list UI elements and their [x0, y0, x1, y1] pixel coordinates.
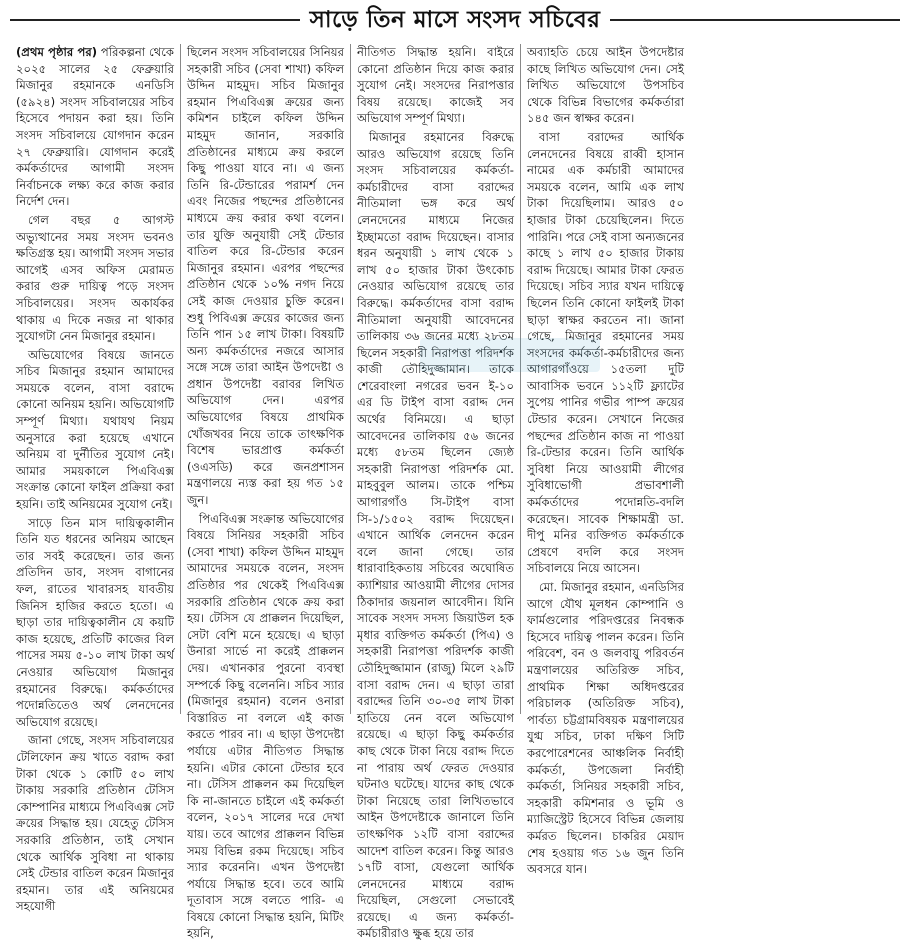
headline-bar [0, 0, 912, 40]
paragraph [16, 212, 174, 345]
article-column-4 [520, 44, 690, 877]
paragraph-text: নীতিগত সিদ্ধান্ত হয়নি। বাইরে কোনো প্রতিষ্ঠান দিয়ে কাজ করার সুযোগ নেই। সংসদের নিরাপত্তার বিষয় রয়েছে। কাজেই সব অভিযোগ সম্পূর্ণ মিথ্যা। [357, 45, 514, 126]
paragraph-text: অভিযোগের বিষয়ে জানতে সচিব মিজানুর রহমান আমাদের সময়কে বলেন, বাসা বরাদ্দে কোনো অনিয়ম হয়নি। অভিযোগটি সম্পূর্ণ মিথ্যা। যথাযথ নিয়ম অনুসারে করা হয়েছে এখানে অনিয়ম বা দুর্নীতির সুযোগ নেই। আমার সময়কালে পিএবিএক্স সংক্রান্ত কোনো ফাইল প্রক্রিয়া করা হয়নি। তাই অনিয়মের সুযোগ নেই। [16, 347, 174, 512]
paragraph-text: পরিকল্পনা থেকে ২০২৫ সালের ২৫ ফেব্রুয়ারি মিজানুর রহমানকে এনডিসি (৫৯২৪) সংসদ সচিবালয়ের সচিব হিসেবে পদায়ন করা হয়। তিনি সংসদ সচিবালয়ে যোগদান করেন ২৭ ফেব্রুয়ারি। যোগদান করেই কর্মকর্তাদের আগামী সংসদ নির্বাচনকে লক্ষ্য করে কাজ করার নির্দেশ দেন। [16, 45, 174, 209]
article-column-3 [350, 44, 520, 941]
headline-rule-right [610, 19, 900, 21]
paragraph-text: গেল বছর ৫ আগস্ট অভ্যুত্থানের সময় সংসদ ভবনও ক্ষতিগ্রস্ত হয়। আগামী সংসদ সভার আগেই এসব অফিস মেরামত করার গুরু দায়িত্ব পড়ে সংসদ সচিবালয়ের। সংসদ অকার্যকর থাকায় এ দিকে নজর না থাকার সুযোগটা নেন মিজানুর রহমান। [16, 212, 174, 344]
paragraph [527, 579, 684, 878]
paragraph-text: অব্যাহতি চেয়ে আইন উপদেষ্টার কাছে লিখিত অভিযোগ দেন। সেই লিখিত অভিযোগে উপসচিব থেকে বিভিন্ন বিভাগের কর্মকর্তারা ১৪৫ জন স্বাক্ষর করেন। [527, 45, 684, 126]
continuation-marker: (প্রথম পৃষ্ঠার পর) [16, 45, 98, 59]
paragraph [357, 44, 514, 127]
paragraph-text: মিজানুর রহমানের বিরুদ্ধে আরও অভিযোগ রয়েছে তিনি সংসদ সচিবালয়ের কর্মকর্তা-কর্মচারীদের বাসা বরাদ্দের নীতিমালা ভঙ্গ করে অর্থ লেনদেনের মাধ্যমে নিজের ইচ্ছামতো বরাদ্দ দিয়েছেন। বাসার ধরন অনুযায়ী ১ লাখ থেকে ১ লাখ ৫০ হাজার টাকা উৎকোচ নেওয়ার অভিযোগ রয়েছে তার বিরুদ্ধে। কর্মকর্তাদের বাসা বরাদ্দ নীতিমালা অনুযায়ী আবেদনের তালিকায় ৩৬ জনের মধ্যে ২৮তম ছিলেন সহকারী নিরাপত্তা পরিদর্শক কাজী তৌহিদুজ্জামান। তাকে শেরেবাংলা নগরের ভবন ই-১০ এর ডি টাইপ বাসা বরাদ্দ দেন অর্থের বিনিময়ে। এ ছাড়া আবেদনের তালিকায় ৫৬ জনের মধ্যে ৫৮তম ছিলেন জ্যেষ্ঠ সহকারী নিরাপত্তা পরিদর্শক মো. মাহবুবুল আলম। তাকে পশ্চিম আগারগাঁও সি-টাইপ বাসা সি-১/১৫০২ বরাদ্দ দিয়েছেন। এখানে আর্থিক লেনদেন করেন বলে জানা গেছে। তার ধারাবাহিকতায় সচিবের অঘোষিত ক্যাশিয়ার আওয়ামী লীগের দোসর ঠিকাদার জয়নাল আবেদীন। যিনি সাবেক সংসদ সদস্য জিয়াউল হক মৃধার ব্যক্তিগত কর্মকর্তা (পিএ) ও সহকারী নিরাপত্তা পরিদর্শক কাজী তৌহিদুজ্জামান (রাজু) মিলে ২৯টি বাসা বরাদ্দ দেন। এ ছাড়া তারা বরাদ্দের তিনি ৩০-৩৫ লাখ টাকা হাতিয়ে নেন বলে অভিযোগ রয়েছে। এ ছাড়া কিছু কর্মকর্তার কাছ থেকে টাকা নিয়ে বরাদ্দ দিতে না পারায় অর্থ ফেরত দেওয়ার ঘটনাও ঘটেছে। যাদের কাছ থেকে টাকা নিয়েছে তারা লিখিতভাবে আইন উপদেষ্টাকে জানালে তিনি তাৎক্ষণিক ১২টি বাসা বরাদ্দের আদেশ বাতিল করেন। কিন্তু আরও ১৭টি বাসা, যেগুলো আর্থিক লেনদেনের মাধ্যমে বরাদ্দ দিয়েছিল, সেগুলো সেভাবেই রয়েছে। এ জন্য কর্মকর্তা-কর্মচারীরাও ক্ষুব্ধ হয়ে তার [357, 129, 514, 941]
paragraph-text: সাড়ে তিন মাস দায়িত্বকালীন তিনি যত ধরনের অনিয়ম আছেন তার সবই করেছেন। তার জন্য প্রতিদিন ডাব, সংসদ বাগানের ফল, রাতের খাবারসহ যাবতীয় জিনিস হাজির করতে হতো। এ ছাড়া তার দায়িত্বকালীন যে কয়টি কাজ হয়েছে, প্রতিটি কাজের বিল পাসের সময় ৫-১০ লাখ টাকা অর্থ নেওয়ার অভিযোগ মিজানুর রহমানের বিরুদ্ধে। কর্মকর্তাদের পদোন্নতিতেও অর্থ লেনদেনের অভিযোগ রয়েছে। [16, 515, 174, 729]
paragraph [16, 732, 174, 915]
paragraph-text: ছিলেন সংসদ সচিবালয়ের সিনিয়র সহকারী সচিব (সেবা শাখা) কফিল উদ্দিন মাহমুদ। সচিব মিজানুর রহমান পিএবিএক্স ক্রয়ের জন্য কমিশন চাইলে কফিল উদ্দিন মাহমুদ জানান, সরকারি প্রতিষ্ঠানের মাধ্যমে ক্রয় করলে কিছু পাওয়া যাবে না। এ জন্য তিনি রি-টেন্ডারের পরামর্শ দেন এবং নিজের পছন্দের প্রতিষ্ঠানের মাধ্যমে ক্রয় করার কথা বলেন। তার যুক্তি অনুযায়ী সেই টেন্ডার বাতিল করে রি-টেন্ডার করেন মিজানুর রহমান। এরপর পছন্দের প্রতিষ্ঠান থেকে ১০% নগদ নিয়ে সেই কাজ দেওয়ার চুক্তি করেন। শুধু পিবিএক্স ক্রয়ের কাজের জন্য তিনি পান ১৫ লাখ টাকা। বিষয়টি অন্য কর্মকর্তাদের নজরে আসার সঙ্গে সঙ্গে তারা আইন উপদেষ্টা ও প্রধান উপদেষ্টা বরাবর লিখিত অভিযোগ দেন। এরপর অভিযোগের বিষয়ে প্রাথমিক খোঁজখবর নিয়ে তাকে তাৎক্ষণিক বিশেষ ভারপ্রাপ্ত কর্মকর্তা (ওএসডি) করে জনপ্রশাসন মন্ত্রণালয়ে ন্যস্ত করা হয় গত ১৫ জুন। [187, 45, 344, 508]
paragraph [16, 44, 174, 210]
headline-rule-left [10, 19, 300, 21]
headline: সাড়ে তিন মাসে সংসদ সচিবের [309, 6, 601, 33]
paragraph-text: মো. মিজানুর রহমান, এনডিসির আগে যৌথ মূলধন কোম্পানি ও ফার্মগুলোর পরিদপ্তরের নিবন্ধক হিসেবে দায়িত্ব পালন করেন। তিনি পরিবেশ, বন ও জলবায়ু পরিবর্তন মন্ত্রণালয়ের অতিরিক্ত সচিব, প্রাথমিক শিক্ষা অধিদপ্তরের পরিচালক (অতিরিক্ত সচিব), পার্বত্য চট্টগ্রামবিষয়ক মন্ত্রণালয়ের যুগ্ম সচিব, ঢাকা দক্ষিণ সিটি করপোরেশনের আঞ্চলিক নির্বাহী কর্মকর্তা, উপজেলা নির্বাহী কর্মকর্তা, সিনিয়র সহকারী সচিব, সহকারী কমিশনার ও ভূমি ও ম্যাজিস্ট্রেট হিসেবে বিভিন্ন জেলায় কর্মরত ছিলেন। চাকরির মেয়াদ শেষ হওয়ায় গত ১৬ জুন তিনি অবসরে যান। [527, 580, 684, 877]
paragraph [357, 129, 514, 942]
article-column-1 [10, 44, 180, 914]
article-columns [10, 44, 904, 941]
paragraph [16, 515, 174, 731]
paragraph [527, 44, 684, 127]
paragraph [16, 347, 174, 513]
paragraph [527, 129, 684, 577]
paragraph-text: পিএবিএক্স সংক্রান্ত অভিযোগের বিষয়ে সিনিয়র সহকারী সচিব (সেবা শাখা) কফিল উদ্দিন মাহমুদ আমাদের সময়কে বলেন, সংসদ প্রতিষ্ঠার পর থেকেই পিএবিএক্স সরকারি প্রতিষ্ঠান থেকে ক্রয় করা হয়। টেসিস যে প্রাক্কলন দিয়েছিল, সেটা বেশি মনে হয়েছে। এ ছাড়া উনারা সার্ভে না করেই প্রাক্কলন দেয়। এখানকার পুরনো ব্যবস্থা সম্পর্কে কিছু বলেননি। সচিব স্যার (মিজানুর রহমান) বলেন ওনারা বিস্তারিত না বললে এই কাজ করতে পারব না। এ ছাড়া উপদেষ্টা পর্যায়ে এটার নীতিগত সিদ্ধান্ত হয়নি। এটার কোনো টেন্ডার হবে না। টেসিস প্রাক্কলন কম দিয়েছিল কি না-জানতে চাইলে এই কর্মকর্তা বলেন, ২০১৭ সালের দরে দেখা যায়। তবে আগের প্রাক্কলন বিভিন্ন সময় বিভিন্ন রকম দিয়েছে। সচিব স্যার করেননি। এখন উপদেষ্টা পর্যায়ে সিদ্ধান্ত হবে। তবে আমি দূতাবাস সঙ্গে বলতে পারি- এ বিষয়ে কোনো সিদ্ধান্ত হয়নি, মিটিং হয়নি, [187, 511, 344, 941]
paragraph [187, 511, 344, 942]
paragraph [187, 44, 344, 509]
paragraph-text: জানা গেছে, সংসদ সচিবালয়ের টেলিফোন ক্রয় খাতে বরাদ্দ করা টাকা থেকে ১ কোটি ৫০ লাখ টাকায় সরকারি প্রতিষ্ঠান টেসিস কোম্পানির মাধ্যমে পিএবিএক্স সেট ক্রয়ের সিদ্ধান্ত হয়। যেহেতু টেসিস সরকারি প্রতিষ্ঠান, তাই সেখান থেকে আর্থিক সুবিধা না থাকায় সেই টেন্ডার বাতিল করেন মিজানুর রহমান। তার এই অনিয়মের সহযোগী [16, 733, 174, 914]
paragraph-text: বাসা বরাদ্দের আর্থিক লেনদেনের বিষয়ে রাব্বী হাসান নামের এক কর্মচারী আমাদের সময়কে বলেন, আমি এক লাখ টাকা দিয়েছিলাম। আরও ৫০ হাজার টাকা চেয়েছিলেন। দিতে পারিনি। পরে সেই বাসা অন্যজনের কাছে ১ লাখ ৫০ হাজার টাকায় বরাদ্দ দিয়েছে। আমার টাকা ফেরত দিয়েছে। সচিব স্যার যখন দায়িত্বে ছিলেন তিনি কোনো ফাইলই টাকা ছাড়া স্বাক্ষর করতেন না। জানা গেছে, মিজানুর রহমানের সময় সংসদের কর্মকর্তা-কর্মচারীদের জন্য আগারগাঁওয়ে ১৫তলা দুটি আবাসিক ভবনে ১১২টি ফ্ল্যাটের সুপেয় পানির গভীর পাম্প ক্রয়ের টেন্ডার করেন। সেখানে নিজের পছন্দের প্রতিষ্ঠান কাজ না পাওয়া রি-টেন্ডার করেন। তিনি আর্থিক সুবিধা নিয়ে আওয়ামী লীগের সুবিধাভোগী প্রভাবশালী কর্মকর্তাদের পদোন্নতি-বদলি করেছেন। সাবেক শিক্ষামন্ত্রী ডা. দীপু মনির ব্যক্তিগত কর্মকর্তাকে প্রেষণে বদলি করে সংসদ সচিবালয়ে নিয়ে আসেন। [527, 129, 684, 576]
article-column-2 [180, 44, 350, 941]
